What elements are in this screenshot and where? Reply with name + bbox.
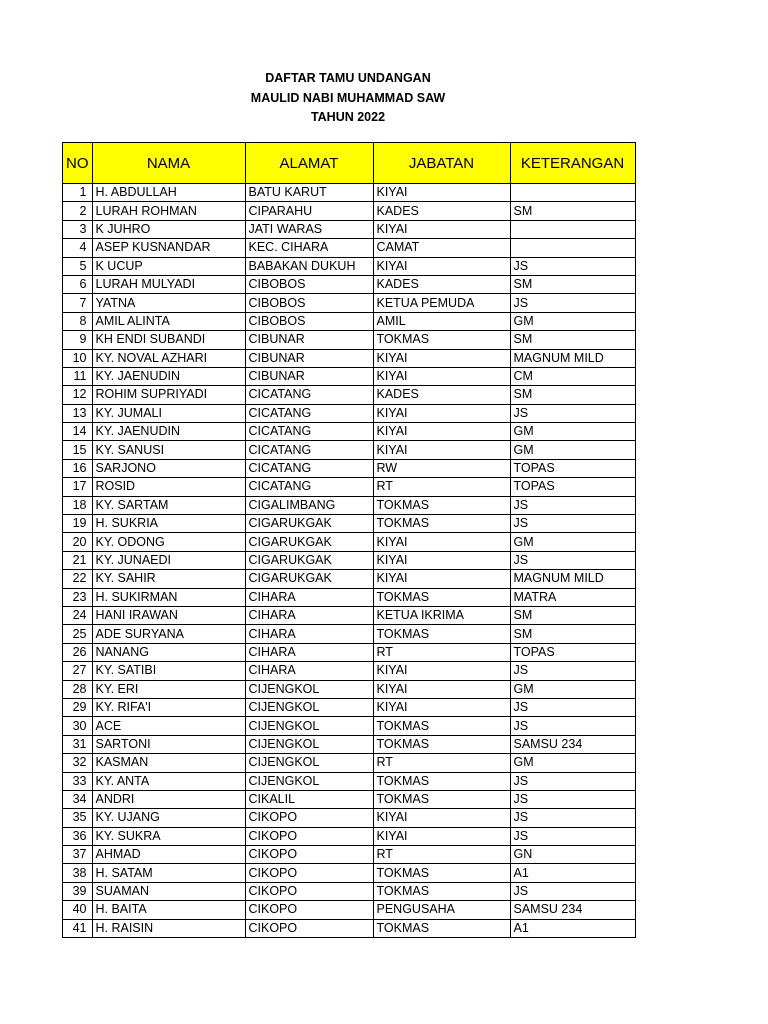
cell-jabatan: TOKMAS [373, 790, 510, 808]
cell-nama: KY. SATIBI [92, 662, 245, 680]
cell-nama: KY. NOVAL AZHARI [92, 349, 245, 367]
cell-alamat: CIJENGKOL [245, 717, 373, 735]
cell-alamat: CIBUNAR [245, 367, 373, 385]
header-nama: NAMA [92, 143, 245, 184]
cell-jabatan: RT [373, 478, 510, 496]
cell-jabatan: KIYAI [373, 441, 510, 459]
cell-jabatan: TOKMAS [373, 717, 510, 735]
cell-jabatan: KETUA IKRIMA [373, 606, 510, 624]
cell-jabatan: KIYAI [373, 533, 510, 551]
cell-alamat: CIBUNAR [245, 331, 373, 349]
cell-nama: ANDRI [92, 790, 245, 808]
cell-alamat: CIBOBOS [245, 275, 373, 293]
table-row [63, 864, 636, 882]
cell-alamat: CICATANG [245, 423, 373, 441]
cell-alamat: CIGARUKGAK [245, 533, 373, 551]
cell-alamat: CIJENGKOL [245, 680, 373, 698]
cell-keterangan: SM [510, 202, 635, 220]
cell-keterangan: JS [510, 496, 635, 514]
cell-alamat: JATI WARAS [245, 220, 373, 238]
cell-alamat: CIKOPO [245, 919, 373, 937]
cell-no: 31 [63, 735, 93, 753]
table-row [63, 846, 636, 864]
cell-jabatan: KIYAI [373, 570, 510, 588]
cell-jabatan: TOKMAS [373, 331, 510, 349]
cell-keterangan: GM [510, 312, 635, 330]
title-line-3: TAHUN 2022 [310, 110, 386, 124]
table-row [63, 275, 636, 293]
cell-jabatan: KIYAI [373, 367, 510, 385]
cell-keterangan: GM [510, 423, 635, 441]
cell-keterangan: MAGNUM MILD [510, 349, 635, 367]
cell-alamat: CICATANG [245, 386, 373, 404]
cell-keterangan: SAMSU 234 [510, 735, 635, 753]
cell-keterangan: CM [510, 367, 635, 385]
cell-jabatan: KETUA PEMUDA [373, 294, 510, 312]
cell-no: 3 [63, 220, 93, 238]
table-row [63, 515, 636, 533]
cell-no: 17 [63, 478, 93, 496]
cell-nama: KY. JAENUDIN [92, 423, 245, 441]
cell-no: 20 [63, 533, 93, 551]
table-row [63, 496, 636, 514]
cell-keterangan: JS [510, 882, 635, 900]
cell-jabatan: TOKMAS [373, 919, 510, 937]
cell-nama: H. RAISIN [92, 919, 245, 937]
table-row [63, 680, 636, 698]
table-row [63, 423, 636, 441]
cell-nama: KY. JUNAEDI [92, 551, 245, 569]
cell-no: 11 [63, 367, 93, 385]
cell-no: 32 [63, 754, 93, 772]
cell-alamat: CIKOPO [245, 882, 373, 900]
cell-keterangan: SM [510, 606, 635, 624]
cell-nama: SARJONO [92, 459, 245, 477]
cell-jabatan: KIYAI [373, 184, 510, 202]
cell-alamat: CIHARA [245, 662, 373, 680]
cell-alamat: BABAKAN DUKUH [245, 257, 373, 275]
cell-no: 40 [63, 901, 93, 919]
cell-no: 13 [63, 404, 93, 422]
cell-keterangan: GN [510, 846, 635, 864]
cell-alamat: CIKOPO [245, 809, 373, 827]
cell-jabatan: KIYAI [373, 680, 510, 698]
cell-nama: KASMAN [92, 754, 245, 772]
cell-nama: LURAH ROHMAN [92, 202, 245, 220]
table-row [63, 717, 636, 735]
cell-keterangan [510, 184, 635, 202]
cell-no: 26 [63, 643, 93, 661]
cell-jabatan: KADES [373, 202, 510, 220]
cell-alamat: CIGARUKGAK [245, 551, 373, 569]
table-row [63, 588, 636, 606]
cell-no: 5 [63, 257, 93, 275]
cell-alamat: CIJENGKOL [245, 772, 373, 790]
cell-nama: HANI IRAWAN [92, 606, 245, 624]
cell-nama: H. ABDULLAH [92, 184, 245, 202]
table-row [63, 790, 636, 808]
cell-jabatan: CAMAT [373, 239, 510, 257]
table-row [63, 809, 636, 827]
cell-nama: ADE SURYANA [92, 625, 245, 643]
cell-no: 30 [63, 717, 93, 735]
cell-alamat: CIKOPO [245, 901, 373, 919]
cell-no: 15 [63, 441, 93, 459]
table-row [63, 220, 636, 238]
cell-jabatan: TOKMAS [373, 588, 510, 606]
cell-no: 23 [63, 588, 93, 606]
table-header-row [63, 143, 636, 184]
table-row [63, 386, 636, 404]
cell-no: 16 [63, 459, 93, 477]
cell-jabatan: KIYAI [373, 257, 510, 275]
cell-keterangan: TOPAS [510, 478, 635, 496]
cell-jabatan: KIYAI [373, 423, 510, 441]
table-row [63, 441, 636, 459]
cell-alamat: CIHARA [245, 643, 373, 661]
cell-jabatan: TOKMAS [373, 496, 510, 514]
cell-jabatan: TOKMAS [373, 772, 510, 790]
cell-keterangan: JS [510, 662, 635, 680]
cell-nama: K UCUP [92, 257, 245, 275]
cell-keterangan: JS [510, 827, 635, 845]
cell-nama: KY. SANUSI [92, 441, 245, 459]
cell-keterangan: JS [510, 698, 635, 716]
table-row [63, 662, 636, 680]
header-no: NO [63, 143, 93, 184]
cell-jabatan: TOKMAS [373, 515, 510, 533]
cell-keterangan [510, 220, 635, 238]
cell-alamat: CIJENGKOL [245, 754, 373, 772]
cell-keterangan: GM [510, 754, 635, 772]
cell-no: 24 [63, 606, 93, 624]
cell-nama: NANANG [92, 643, 245, 661]
table-row [63, 772, 636, 790]
cell-jabatan: TOKMAS [373, 735, 510, 753]
cell-keterangan: TOPAS [510, 643, 635, 661]
cell-no: 21 [63, 551, 93, 569]
cell-nama: KY. SARTAM [92, 496, 245, 514]
table-row [63, 367, 636, 385]
cell-jabatan: PENGUSAHA [373, 901, 510, 919]
table-row [63, 312, 636, 330]
cell-no: 29 [63, 698, 93, 716]
cell-alamat: CIBOBOS [245, 312, 373, 330]
cell-keterangan: JS [510, 809, 635, 827]
cell-jabatan: TOKMAS [373, 625, 510, 643]
table-row [63, 459, 636, 477]
cell-keterangan: GM [510, 680, 635, 698]
cell-nama: AHMAD [92, 846, 245, 864]
cell-jabatan: AMIL [373, 312, 510, 330]
cell-jabatan: KADES [373, 386, 510, 404]
cell-keterangan [510, 239, 635, 257]
cell-alamat: CIHARA [245, 588, 373, 606]
table-row [63, 570, 636, 588]
cell-nama: KY. SUKRA [92, 827, 245, 845]
cell-jabatan: KIYAI [373, 698, 510, 716]
title-line-1: DAFTAR TAMU UNDANGAN [265, 71, 431, 85]
table-row [63, 551, 636, 569]
cell-alamat: CIKOPO [245, 827, 373, 845]
cell-no: 34 [63, 790, 93, 808]
cell-nama: KY. RIFA'I [92, 698, 245, 716]
cell-no: 39 [63, 882, 93, 900]
cell-nama: LURAH MULYADI [92, 275, 245, 293]
cell-no: 14 [63, 423, 93, 441]
table-row [63, 625, 636, 643]
cell-nama: KY. ANTA [92, 772, 245, 790]
table-row [63, 478, 636, 496]
cell-alamat: CIKOPO [245, 846, 373, 864]
cell-alamat: CIBUNAR [245, 349, 373, 367]
table-row [63, 331, 636, 349]
cell-jabatan: KIYAI [373, 551, 510, 569]
table-row [63, 882, 636, 900]
cell-jabatan: KIYAI [373, 662, 510, 680]
cell-no: 28 [63, 680, 93, 698]
table-row [63, 349, 636, 367]
cell-alamat: CIGARUKGAK [245, 515, 373, 533]
cell-no: 18 [63, 496, 93, 514]
header-alamat: ALAMAT [245, 143, 373, 184]
table-body [63, 184, 636, 938]
title-line-2: MAULID NABI MUHAMMAD SAW [250, 91, 446, 105]
cell-nama: H. SUKIRMAN [92, 588, 245, 606]
cell-alamat: CIHARA [245, 625, 373, 643]
cell-jabatan: RW [373, 459, 510, 477]
table-row [63, 735, 636, 753]
cell-alamat: CIJENGKOL [245, 735, 373, 753]
cell-alamat: CICATANG [245, 459, 373, 477]
cell-nama: KY. ERI [92, 680, 245, 698]
cell-keterangan: GM [510, 441, 635, 459]
cell-no: 4 [63, 239, 93, 257]
cell-alamat: CIGALIMBANG [245, 496, 373, 514]
cell-jabatan: KIYAI [373, 404, 510, 422]
cell-keterangan: SM [510, 386, 635, 404]
header-jabatan: JABATAN [373, 143, 510, 184]
cell-no: 9 [63, 331, 93, 349]
cell-nama: ROHIM SUPRIYADI [92, 386, 245, 404]
guest-table [62, 142, 636, 938]
cell-keterangan: SM [510, 275, 635, 293]
cell-nama: SARTONI [92, 735, 245, 753]
cell-no: 6 [63, 275, 93, 293]
cell-jabatan: KIYAI [373, 220, 510, 238]
cell-no: 35 [63, 809, 93, 827]
cell-keterangan: MATRA [510, 588, 635, 606]
cell-alamat: CIPARAHU [245, 202, 373, 220]
table-row [63, 202, 636, 220]
cell-keterangan: SM [510, 331, 635, 349]
cell-no: 37 [63, 846, 93, 864]
cell-jabatan: KADES [373, 275, 510, 293]
cell-nama: AMIL ALINTA [92, 312, 245, 330]
cell-alamat: BATU KARUT [245, 184, 373, 202]
cell-keterangan: JS [510, 294, 635, 312]
cell-no: 19 [63, 515, 93, 533]
cell-nama: ACE [92, 717, 245, 735]
cell-jabatan: KIYAI [373, 349, 510, 367]
cell-alamat: CICATANG [245, 478, 373, 496]
cell-nama: H. SUKRIA [92, 515, 245, 533]
cell-keterangan: TOPAS [510, 459, 635, 477]
table-row [63, 184, 636, 202]
cell-alamat: KEC. CIHARA [245, 239, 373, 257]
cell-no: 12 [63, 386, 93, 404]
cell-alamat: CIBOBOS [245, 294, 373, 312]
cell-alamat: CICATANG [245, 404, 373, 422]
cell-nama: SUAMAN [92, 882, 245, 900]
cell-jabatan: RT [373, 643, 510, 661]
cell-keterangan: JS [510, 404, 635, 422]
cell-keterangan: A1 [510, 919, 635, 937]
table-row [63, 919, 636, 937]
cell-alamat: CIKALIL [245, 790, 373, 808]
cell-nama: ASEP KUSNANDAR [92, 239, 245, 257]
table-row [63, 533, 636, 551]
cell-alamat: CIJENGKOL [245, 698, 373, 716]
cell-alamat: CIGARUKGAK [245, 570, 373, 588]
cell-no: 36 [63, 827, 93, 845]
cell-keterangan: A1 [510, 864, 635, 882]
cell-alamat: CIKOPO [245, 864, 373, 882]
cell-jabatan: TOKMAS [373, 864, 510, 882]
cell-alamat: CIHARA [245, 606, 373, 624]
cell-keterangan: JS [510, 772, 635, 790]
table-row [63, 901, 636, 919]
cell-nama: KY. ODONG [92, 533, 245, 551]
cell-no: 8 [63, 312, 93, 330]
cell-no: 7 [63, 294, 93, 312]
cell-nama: ROSID [92, 478, 245, 496]
cell-keterangan: JS [510, 257, 635, 275]
cell-nama: YATNA [92, 294, 245, 312]
table-row [63, 239, 636, 257]
cell-keterangan: JS [510, 551, 635, 569]
cell-nama: KY. SAHIR [92, 570, 245, 588]
cell-nama: H. BAITA [92, 901, 245, 919]
cell-jabatan: TOKMAS [373, 882, 510, 900]
cell-nama: H. SATAM [92, 864, 245, 882]
cell-keterangan: SAMSU 234 [510, 901, 635, 919]
cell-jabatan: RT [373, 846, 510, 864]
cell-alamat: CICATANG [245, 441, 373, 459]
table-row [63, 606, 636, 624]
cell-nama: K JUHRO [92, 220, 245, 238]
cell-jabatan: KIYAI [373, 809, 510, 827]
cell-no: 33 [63, 772, 93, 790]
table-row [63, 294, 636, 312]
cell-keterangan: SM [510, 625, 635, 643]
cell-jabatan: KIYAI [373, 827, 510, 845]
cell-no: 10 [63, 349, 93, 367]
cell-no: 2 [63, 202, 93, 220]
cell-nama: KY. UJANG [92, 809, 245, 827]
cell-no: 1 [63, 184, 93, 202]
cell-no: 27 [63, 662, 93, 680]
cell-no: 22 [63, 570, 93, 588]
cell-keterangan: JS [510, 515, 635, 533]
cell-nama: KY. JUMALI [92, 404, 245, 422]
table-row [63, 404, 636, 422]
cell-jabatan: RT [373, 754, 510, 772]
header-keterangan: KETERANGAN [510, 143, 635, 184]
cell-keterangan: GM [510, 533, 635, 551]
cell-keterangan: JS [510, 717, 635, 735]
cell-keterangan: JS [510, 790, 635, 808]
cell-nama: KH ENDI SUBANDI [92, 331, 245, 349]
table-row [63, 754, 636, 772]
cell-nama: KY. JAENUDIN [92, 367, 245, 385]
cell-no: 25 [63, 625, 93, 643]
table-row [63, 643, 636, 661]
cell-no: 41 [63, 919, 93, 937]
table-row [63, 698, 636, 716]
table-row [63, 827, 636, 845]
cell-keterangan: MAGNUM MILD [510, 570, 635, 588]
cell-no: 38 [63, 864, 93, 882]
table-row [63, 257, 636, 275]
